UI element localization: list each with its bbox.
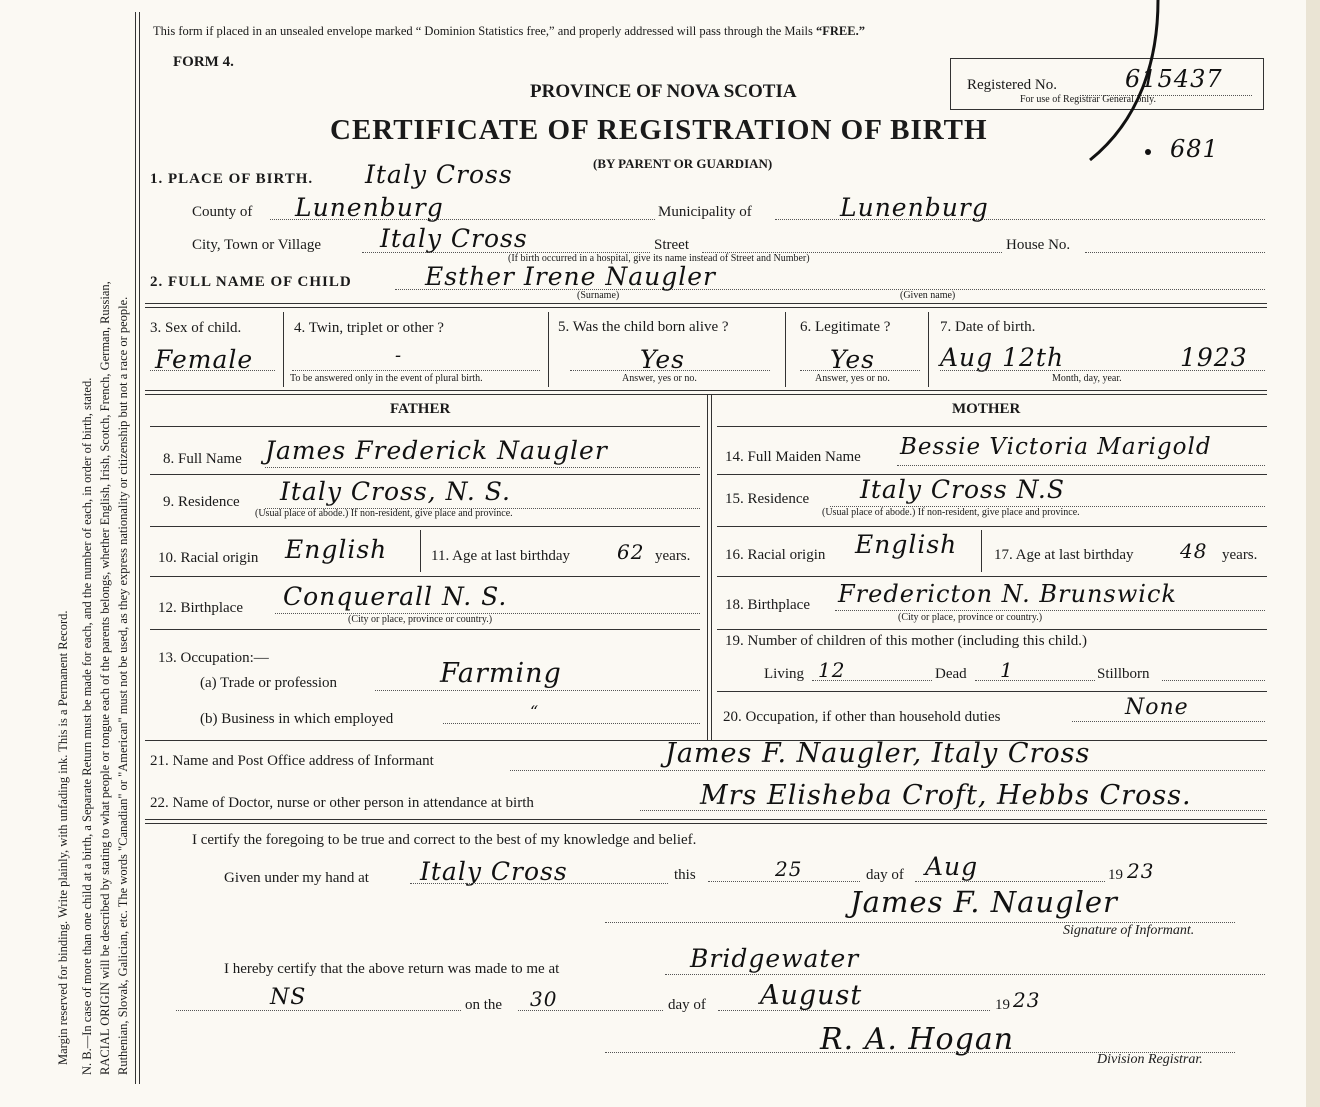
- form-number: FORM 4.: [173, 54, 234, 70]
- mother-occupation-value: None: [1125, 695, 1189, 720]
- margin-note-2: N. B.—In case of more than one child at a birth, a Separate Return must be made for each, and the number of each, in order of birth, stated.: [80, 377, 94, 1075]
- registrar-year-prefix: 19: [995, 997, 1010, 1013]
- father-rule-d: [150, 629, 700, 630]
- father-business-label: (b) Business in which employed: [200, 711, 394, 727]
- registrar-day-line: [518, 1010, 663, 1011]
- twin-line: [292, 370, 540, 371]
- father-rule-b: [150, 526, 700, 527]
- father-rule: [150, 426, 700, 427]
- mother-birth-label: 18. Birthplace: [725, 597, 810, 613]
- mother-res-label: 15. Residence: [725, 491, 810, 507]
- doctor-label: 22. Name of Doctor, nurse or other person in attendance at birth: [150, 795, 534, 811]
- dob-year: 1923: [1180, 343, 1248, 372]
- binding-line-2: [139, 12, 140, 1084]
- rule-1: [145, 303, 1267, 304]
- registrar-place-line: [665, 974, 1265, 975]
- registrar-month-line: [718, 1010, 990, 1011]
- registrar-signature: R. A. Hogan: [820, 1022, 1015, 1057]
- mother-birth-value: Fredericton N. Brunswick: [838, 580, 1177, 608]
- mother-heading: MOTHER: [952, 401, 1021, 417]
- rule-2: [145, 390, 1267, 391]
- alive-value: Yes: [640, 345, 685, 374]
- registrar-month: August: [760, 980, 863, 1011]
- col-div-1: [283, 312, 284, 387]
- mother-rule-e: [717, 691, 1267, 692]
- mother-age-value: 48: [1180, 539, 1208, 563]
- county-value: Lunenburg: [295, 193, 444, 222]
- father-birth-label: 12. Birthplace: [158, 600, 243, 616]
- day-of-label: day of: [866, 867, 904, 883]
- given-name-note: (Given name): [900, 290, 956, 301]
- document-subtitle: (BY PARENT OR GUARDIAN): [593, 156, 773, 171]
- surname-note: (Surname): [577, 290, 620, 301]
- child-name-label: 2. FULL NAME OF CHILD: [150, 274, 352, 290]
- registrar-place-2-line: [176, 1010, 461, 1011]
- dob-line: [940, 370, 1265, 371]
- mother-res-note: (Usual place of abode.) If non-resident, give place and province.: [822, 507, 1080, 518]
- mother-race-value: English: [855, 530, 958, 559]
- registrar-day: 30: [530, 987, 558, 1011]
- mother-age-divider: [981, 530, 982, 572]
- hospital-note: (If birth occurred in a hospital, give its name instead of Street and Number): [508, 253, 810, 264]
- father-birth-value: Conquerall N. S.: [283, 582, 508, 611]
- registrar-place-2: NS: [270, 985, 307, 1010]
- father-trade-line: [375, 690, 700, 691]
- this-label: this: [674, 867, 696, 883]
- father-res-label: 9. Residence: [163, 494, 240, 510]
- mother-name-label: 14. Full Maiden Name: [725, 449, 861, 465]
- legitimate-line: [800, 370, 920, 371]
- year-value: 23: [1127, 859, 1155, 883]
- legitimate-value: Yes: [830, 345, 875, 374]
- pen-stroke: [1080, 0, 1170, 170]
- registered-value: 615437: [1125, 65, 1223, 93]
- sex-value: Female: [155, 345, 254, 374]
- father-name-line: [265, 467, 700, 468]
- street-label: Street: [654, 237, 689, 253]
- father-race-label: 10. Racial origin: [158, 550, 259, 566]
- division-registrar-label: Division Registrar.: [1097, 1052, 1203, 1067]
- rule-4: [145, 819, 1267, 820]
- page-right-edge: [1306, 0, 1320, 1107]
- mother-res-value: Italy Cross N.S: [860, 475, 1065, 504]
- child-name-value: Esther Irene Naugler: [425, 262, 717, 291]
- father-trade-label: (a) Trade or profession: [200, 675, 338, 691]
- given-place-line: [410, 883, 668, 884]
- father-name-value: James Frederick Naugler: [265, 436, 608, 465]
- legitimate-note: Answer, yes or no.: [815, 373, 890, 384]
- informant-line: [510, 770, 1265, 771]
- corner-mark: 681: [1170, 135, 1219, 163]
- dob-value: Aug 12th: [940, 343, 1065, 372]
- twin-note: To be answered only in the event of plural birth.: [290, 373, 483, 384]
- informant-signature: James F. Naugler: [850, 885, 1118, 919]
- doctor-line: [640, 810, 1265, 811]
- mother-name-value: Bessie Victoria Marigold: [900, 434, 1212, 460]
- legitimate-label: 6. Legitimate ?: [800, 319, 891, 335]
- dead-label: Dead: [935, 666, 967, 682]
- stillborn-line: [1162, 680, 1265, 681]
- father-heading: FATHER: [390, 401, 451, 417]
- mother-rule-b: [717, 526, 1267, 527]
- stillborn-label: Stillborn: [1097, 666, 1150, 682]
- registrar-day-of: day of: [668, 997, 706, 1013]
- sex-line: [150, 370, 275, 371]
- rule-4b: [145, 823, 1267, 824]
- father-race-value: English: [285, 535, 388, 564]
- city-value: Italy Cross: [380, 224, 528, 253]
- house-label: House No.: [1006, 237, 1071, 253]
- father-age-value: 62: [617, 540, 645, 564]
- father-rule-c: [150, 576, 700, 577]
- col-div-4: [928, 312, 929, 387]
- margin-note-1: Margin reserved for binding. Write plainly, with unfading ink. This is a Permanent Record.: [56, 610, 70, 1065]
- province-heading: PROVINCE OF NOVA SCOTIA: [530, 81, 797, 102]
- father-res-value: Italy Cross, N. S.: [280, 477, 511, 506]
- col-div-2: [548, 312, 549, 387]
- mother-children-label: 19. Number of children of this mother (including this child.): [725, 633, 1088, 649]
- registrar-line: I hereby certify that the above return was made to me at: [224, 961, 560, 977]
- col-div-3: [785, 312, 786, 387]
- given-label: Given under my hand at: [224, 870, 369, 886]
- mother-race-label: 16. Racial origin: [725, 547, 826, 563]
- father-age-years: years.: [655, 548, 691, 564]
- month-value: Aug: [925, 852, 979, 881]
- rule-1b: [145, 307, 1267, 308]
- city-label: City, Town or Village: [192, 237, 322, 253]
- dead-line: [975, 680, 1095, 681]
- dob-note: Month, day, year.: [1052, 373, 1122, 384]
- father-birth-note: (City or place, province or country.): [348, 614, 493, 625]
- mother-rule-d: [717, 629, 1267, 630]
- twin-value: -: [395, 345, 403, 366]
- registrar-year: 23: [1013, 988, 1041, 1012]
- given-place: Italy Cross: [420, 857, 568, 886]
- binding-line: [135, 12, 136, 1084]
- day-line: [708, 881, 860, 882]
- margin-note-3: RACIAL ORIGIN will be described by stating to what people or tongue each of the parents belongs, whether English, Irish, Scotch, French, German, Russian,: [98, 281, 112, 1075]
- parent-divider-1: [707, 394, 708, 740]
- doctor-value: Mrs Elisheba Croft, Hebbs Cross.: [700, 780, 1192, 811]
- mother-age-label: 17. Age at last birthday: [994, 547, 1134, 563]
- father-age-divider: [420, 530, 421, 572]
- dead-value: 1: [1000, 658, 1014, 682]
- dob-label: 7. Date of birth.: [940, 319, 1036, 335]
- registered-label: Registered No.: [967, 77, 1057, 93]
- document-title: CERTIFICATE OF REGISTRATION OF BIRTH: [330, 114, 988, 146]
- twin-label: 4. Twin, triplet or other ?: [294, 320, 444, 336]
- registrar-note: For use of Registrar General only.: [1020, 94, 1156, 105]
- certify-line: I certify the foregoing to be true and correct to the best of my knowledge and belief.: [192, 832, 697, 848]
- living-label: Living: [764, 666, 804, 682]
- mother-occupation-label: 20. Occupation, if other than household duties: [723, 709, 1001, 725]
- alive-line: [570, 370, 770, 371]
- mother-name-line: [897, 465, 1265, 466]
- father-res-note: (Usual place of abode.) If non-resident, give place and province.: [255, 508, 513, 519]
- margin-note-4: Ruthenian, Slovak, Galician, etc. The words "Canadian" or "American" must not be used, as they express nationality or citizenship but not a race or people.: [116, 296, 130, 1075]
- mother-birth-line: [835, 610, 1265, 611]
- registrar-place: Bridgewater: [690, 944, 860, 973]
- parent-divider-2: [711, 394, 712, 740]
- day-value: 25: [775, 857, 803, 881]
- living-line: [812, 680, 932, 681]
- mother-rule: [717, 426, 1267, 427]
- year-prefix: 19: [1108, 867, 1123, 883]
- rule-2b: [145, 394, 1267, 395]
- living-value: 12: [818, 658, 846, 682]
- father-name-label: 8. Full Name: [163, 451, 242, 467]
- house-line: [1085, 252, 1265, 253]
- father-business-value: “: [530, 702, 540, 721]
- place-of-birth-value: Italy Cross: [365, 160, 513, 189]
- alive-note: Answer, yes or no.: [622, 373, 697, 384]
- father-age-label: 11. Age at last birthday: [431, 548, 570, 564]
- place-of-birth-label: 1. PLACE OF BIRTH.: [150, 171, 314, 187]
- county-label: County of: [192, 204, 253, 220]
- alive-label: 5. Was the child born alive ?: [558, 319, 729, 335]
- sex-label: 3. Sex of child.: [150, 320, 242, 336]
- father-rule-a: [150, 474, 700, 475]
- mother-birth-note: (City or place, province or country.): [898, 612, 1043, 623]
- informant-label: 21. Name and Post Office address of Informant: [150, 753, 434, 769]
- mother-occupation-line: [1072, 721, 1265, 722]
- father-trade-value: Farming: [440, 658, 562, 689]
- father-occupation-label: 13. Occupation:—: [158, 650, 269, 666]
- municipality-value: Lunenburg: [840, 193, 989, 222]
- signature-label: Signature of Informant.: [1063, 923, 1195, 938]
- father-business-line: [443, 723, 700, 724]
- municipality-label: Municipality of: [658, 204, 752, 220]
- mother-age-years: years.: [1222, 547, 1258, 563]
- postal-free: “FREE.”: [816, 24, 865, 38]
- month-line: [915, 881, 1105, 882]
- on-the-label: on the: [465, 997, 503, 1013]
- informant-value: James F. Naugler, Italy Cross: [665, 738, 1091, 769]
- postal-note: This form if placed in an unsealed envelope marked “ Dominion Statistics free,” and properly addressed will pass through the Mails “FREE.”: [153, 24, 865, 38]
- mother-rule-c: [717, 576, 1267, 577]
